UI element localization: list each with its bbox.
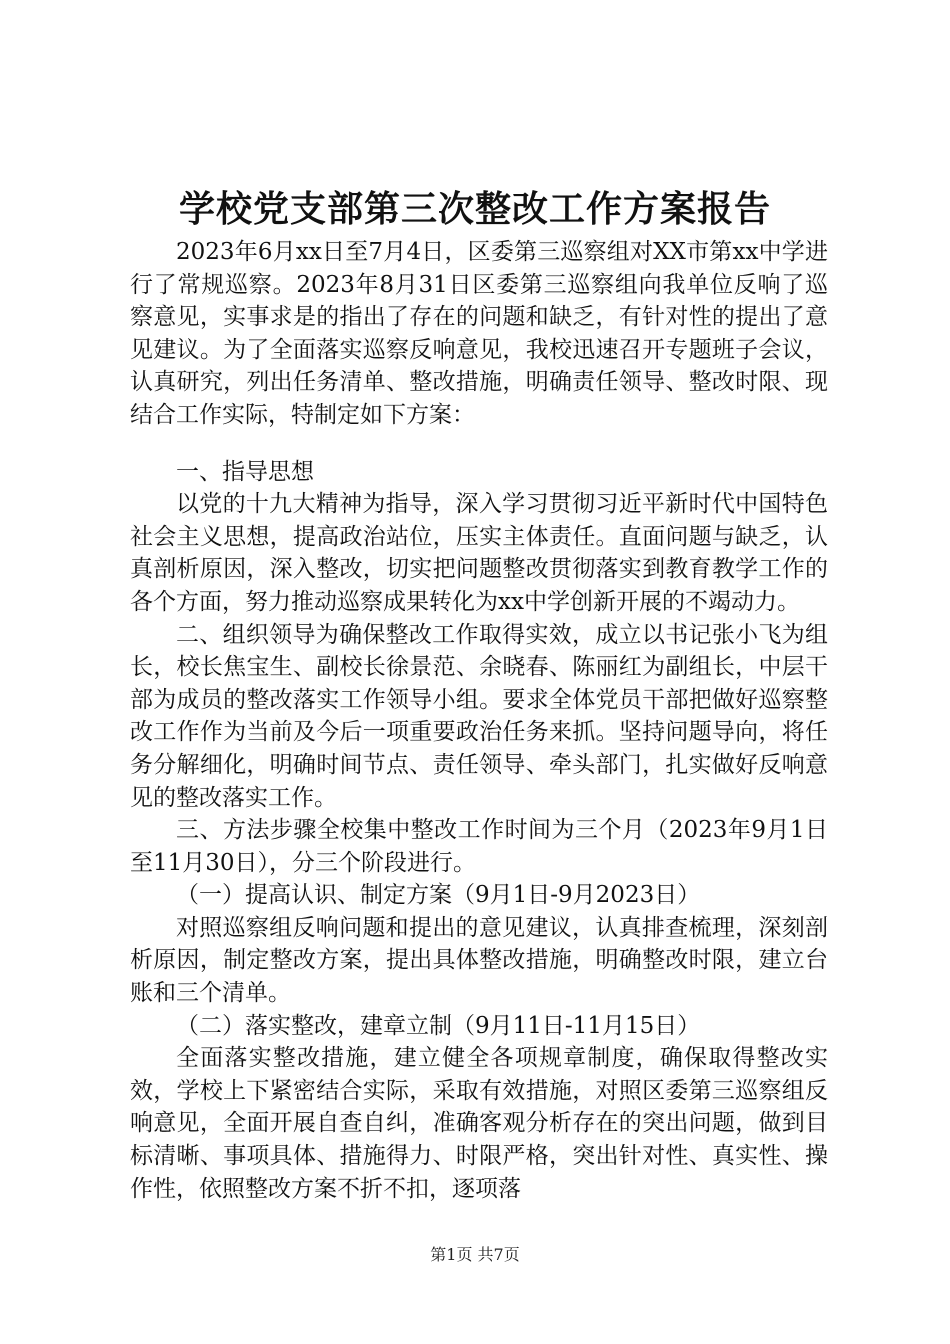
guiding-ideology-paragraph: 以党的十九大精神为指导，深入学习贯彻习近平新时代中国特色社会主义思想，提高政治站位，压实主体责任。直面问题与缺乏，认真剖析原因，深入整改，切实把问题整改贯彻落实到教育教学工作的各个方面，努力推动巡察成果转化为xx中学创新开展的不竭动力。 (130, 491, 828, 615)
document-title: 学校党支部第三次整改工作方案报告 (178, 188, 771, 230)
organization-leadership-paragraph: 二、组织领导为确保整改工作取得实效，成立以书记张小飞为组长，校长焦宝生、副校长徐景范、余晓春、陈丽红为副组长，中层干部为成员的整改落实工作领导小组。要求全体党员干部把做好巡察整改工作作为当前及今后一项重要政治任务来抓。坚持问题导向，将任务分解细化，明确时间节点、责任领导、牵头部门，扎实做好反响意见的整改落实工作。 (130, 621, 828, 811)
section-heading-guiding-ideology: 一、指导思想 (176, 458, 314, 485)
stage-two-heading: （二）落实整改，建章立制（9月11日-11月15日） (176, 1012, 701, 1039)
stage-one-paragraph: 对照巡察组反响问题和提出的意见建议，认真排查梳理，深刻剖析原因，制定整改方案，提出具体整改措施，明确整改时限，建立台账和三个清单。 (130, 914, 828, 1007)
page-footer: 第1页 共7页 (430, 1245, 520, 1264)
methods-steps-paragraph: 三、方法步骤全校集中整改工作时间为三个月（2023年9月1日至11月30日），分三个阶段进行。 (130, 817, 828, 876)
document-body (130, 236, 828, 1205)
paragraph-spacer (130, 432, 828, 456)
stage-two-paragraph: 全面落实整改措施，建立健全各项规章制度，确保取得整改实效，学校上下紧密结合实际，采取有效措施，对照区委第三巡察组反响意见，全面开展自查自纠，准确客观分析存在的突出问题，做到目标清晰、事项具体、措施得力、时限严格，突出针对性、真实性、操作性，依照整改方案不折不扣，逐项落 (130, 1045, 828, 1202)
stage-one-heading: （一）提高认识、制定方案（9月1日-9月2023日） (176, 882, 701, 909)
intro-paragraph: 2023年6月xx日至7月4日，区委第三巡察组对XX市第xx中学进行了常规巡察。2023年8月31日区委第三巡察组向我单位反响了巡察意见，实事求是的指出了存在的问题和缺乏，有针对性的提出了意见建议。为了全面落实巡察反响意见，我校迅速召开专题班子会议，认真研究，列出任务清单、整改措施，明确责任领导、整改时限、现结合工作实际，特制定如下方案： (130, 239, 828, 428)
